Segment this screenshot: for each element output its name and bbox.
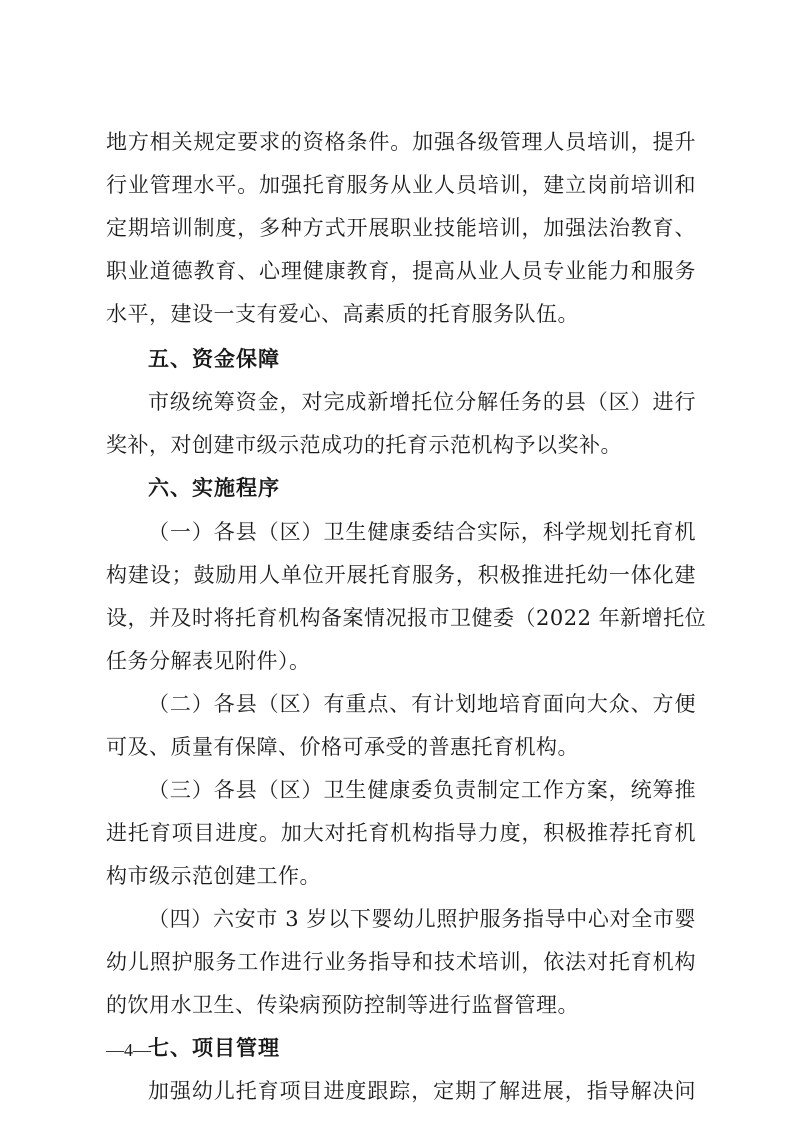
body-line: 市级统筹资金，对完成新增托位分解任务的县（区）进行: [148, 390, 696, 414]
section-heading-management: 七、项目管理: [148, 1036, 280, 1060]
body-line: 地方相关规定要求的资格条件。加强各级管理人员培训，提升: [106, 130, 696, 154]
body-line: 设，并及时将托育机构备案情况报市卫健委（2022 年新增托位: [106, 606, 707, 630]
body-line: （四）六安市 3 岁以下婴幼儿照护服务指导中心对全市婴: [148, 907, 696, 931]
body-line: 任务分解表见附件）。: [106, 649, 311, 673]
body-line: 的饮用水卫生、传染病预防控制等进行监督管理。: [106, 993, 579, 1017]
body-line: 进托育项目进度。加大对托育机构指导力度，积极推荐托育机: [106, 821, 696, 845]
page-number: —4—: [106, 1040, 151, 1060]
body-line: 构市级示范创建工作。: [106, 864, 321, 888]
body-line: 职业道德教育、心理健康教育，提高从业人员专业能力和服务: [106, 259, 696, 283]
body-line: 行业管理水平。加强托育服务从业人员培训，建立岗前培训和: [106, 173, 696, 197]
body-line: 奖补，对创建市级示范成功的托育示范机构予以奖补。: [106, 433, 622, 457]
body-line: （二）各县（区）有重点、有计划地培育面向大众、方便: [148, 692, 696, 716]
body-line: 可及、质量有保障、价格可承受的普惠托育机构。: [106, 735, 579, 759]
section-heading-funding: 五、资金保障: [148, 347, 280, 371]
body-line: 加强幼儿托育项目进度跟踪，定期了解进展，指导解决问: [148, 1079, 696, 1103]
body-line: 水平，建设一支有爱心、高素质的托育服务队伍。: [106, 302, 579, 326]
section-heading-procedure: 六、实施程序: [148, 476, 280, 500]
body-line: 定期培训制度，多种方式开展职业技能培训，加强法治教育、: [106, 216, 696, 240]
body-line: 幼儿照护服务工作进行业务指导和技术培训，依法对托育机构: [106, 950, 696, 974]
body-line: （一）各县（区）卫生健康委结合实际，科学规划托育机: [148, 520, 696, 544]
body-line: （三）各县（区）卫生健康委负责制定工作方案，统筹推: [148, 778, 696, 802]
body-line: 构建设；鼓励用人单位开展托育服务，积极推进托幼一体化建: [106, 563, 696, 587]
